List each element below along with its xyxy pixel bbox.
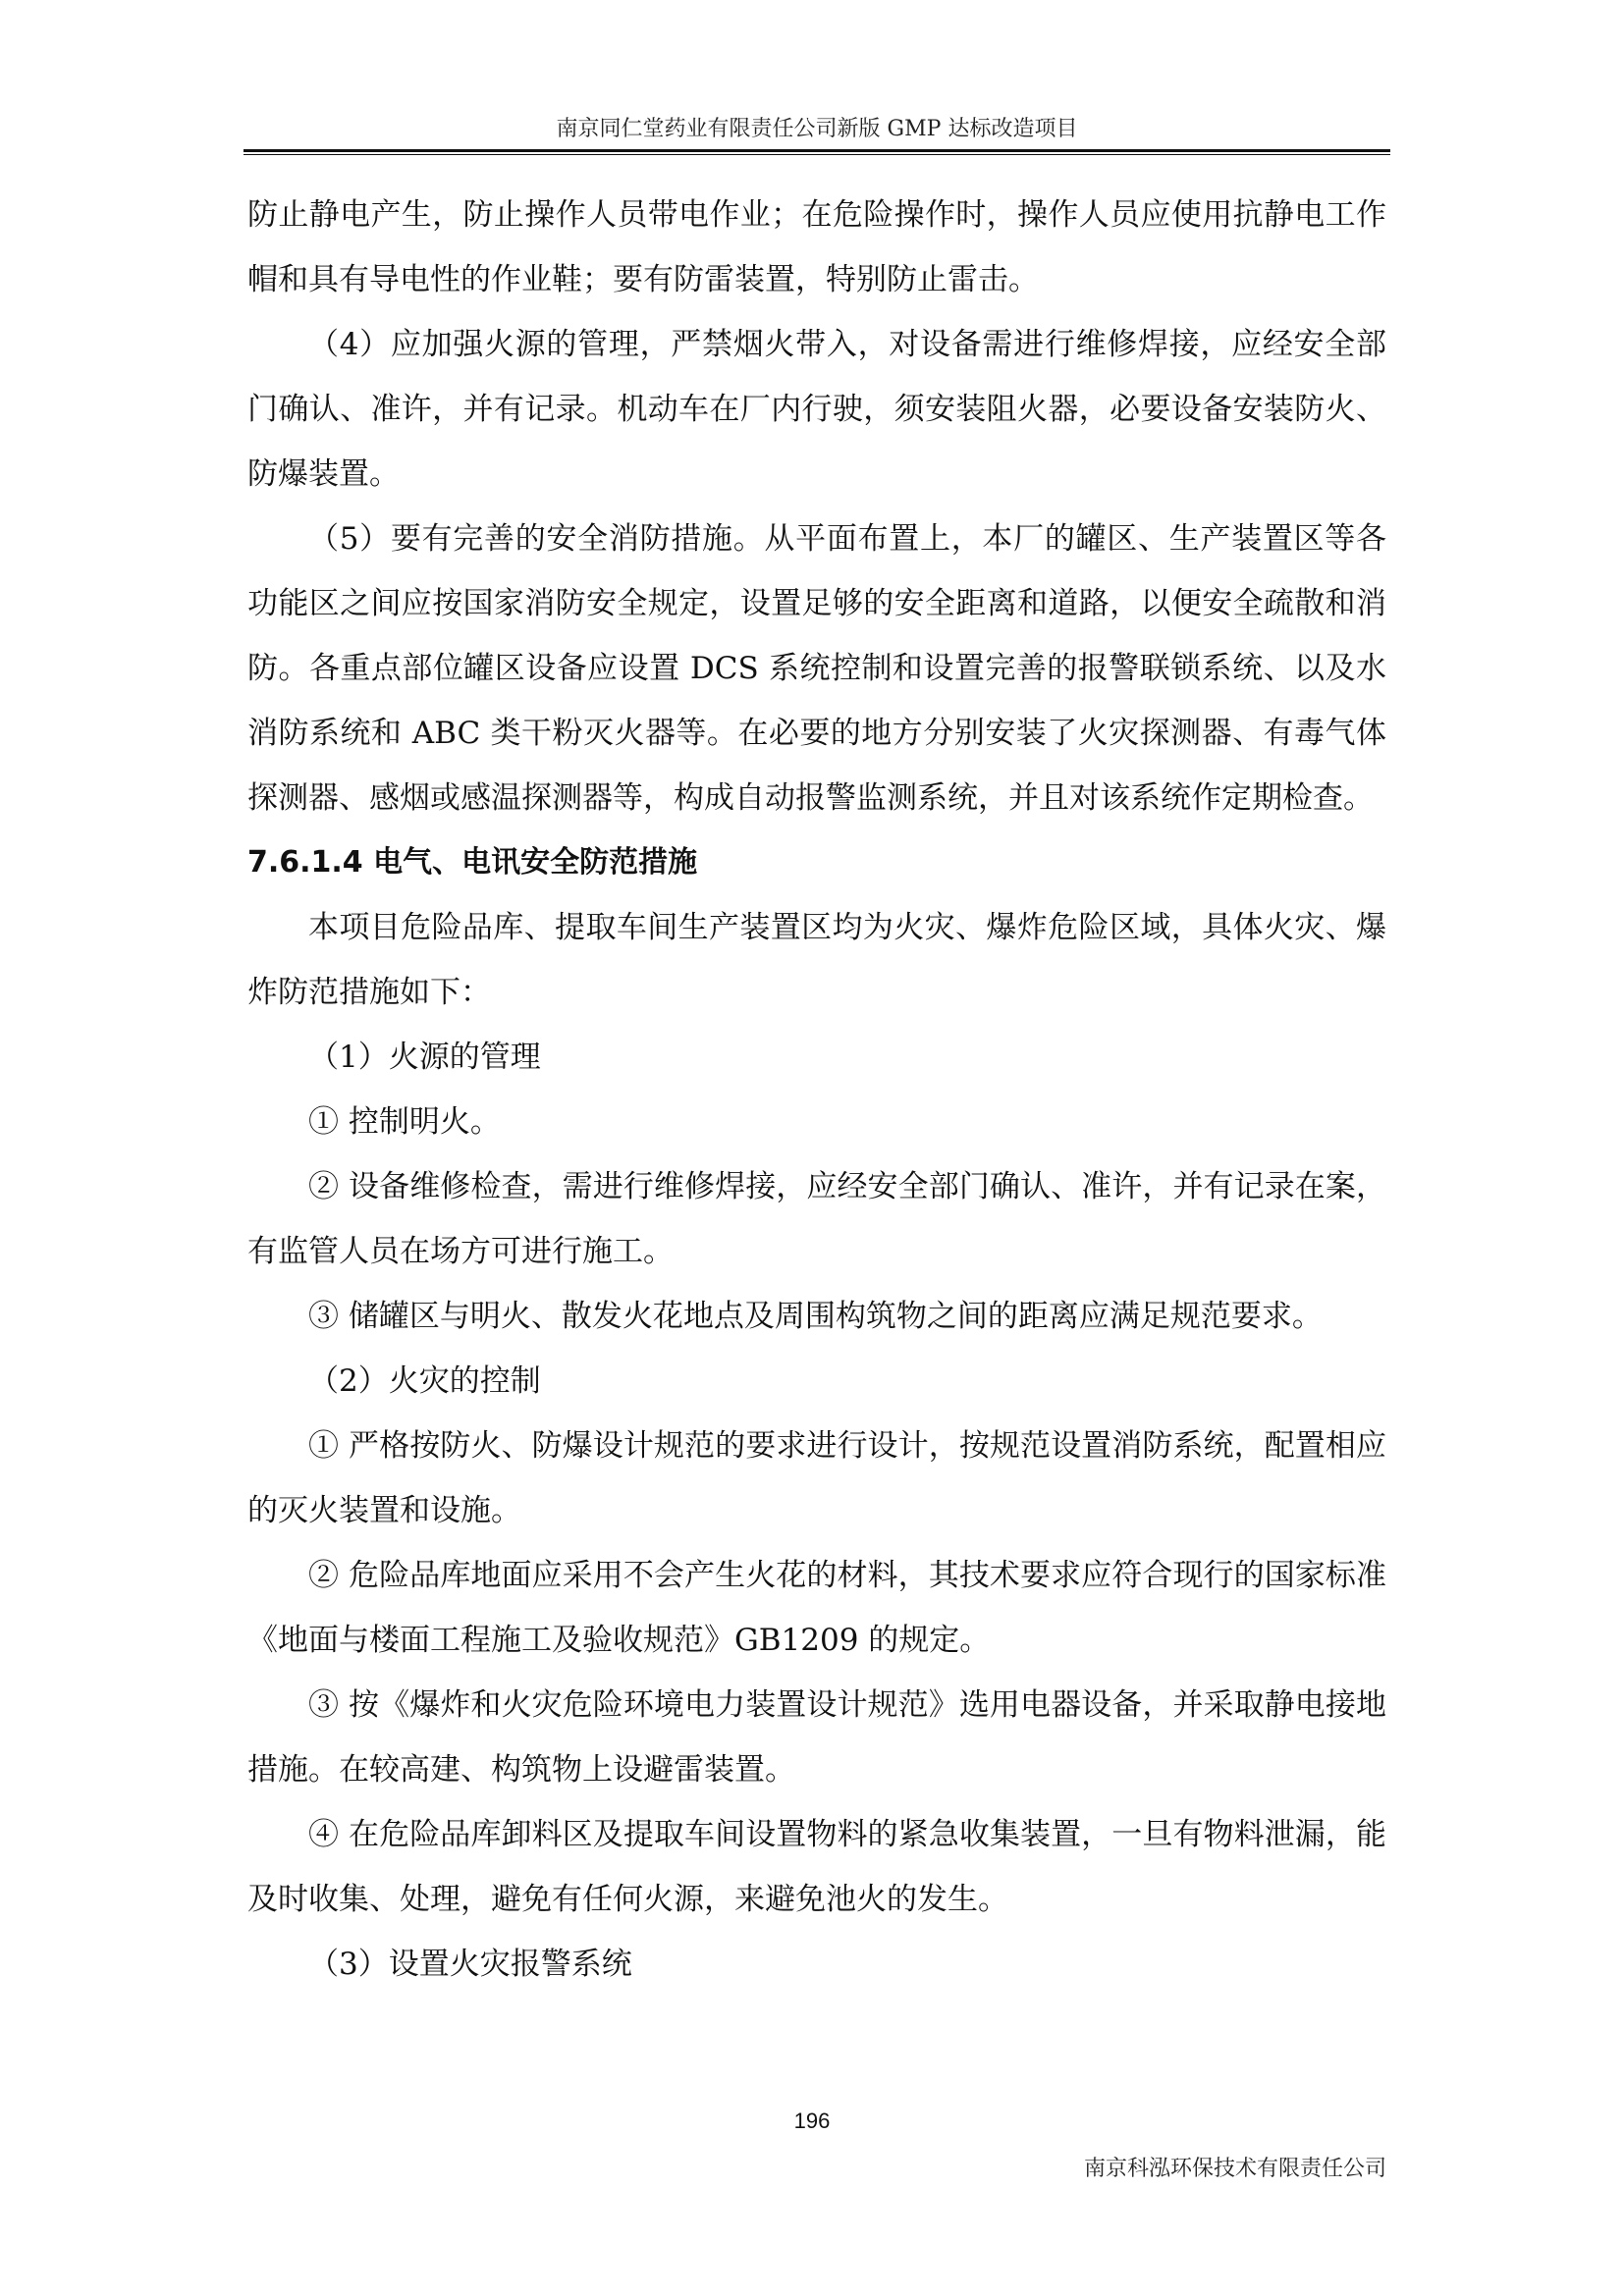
running-header: 南京同仁堂药业有限责任公司新版 GMP 达标改造项目 <box>556 117 1078 141</box>
page-number: 196 <box>793 2109 831 2133</box>
list-item: ② 设备维修检查，需进行维修焊接，应经安全部门确认、准许，并有记录在案，有监管人员在场方可进行施工。 <box>247 1169 1386 1269</box>
subheading-fire-control: （2）火灾的控制 <box>308 1363 541 1399</box>
subheading-fire-alarm: （3）设置火灾报警系统 <box>308 1947 632 1982</box>
header-rule-thick <box>244 149 1390 152</box>
list-item: ② 危险品库地面应采用不会产生火花的材料，其技术要求应符合现行的国家标准《地面与楼面工程施工及验收规范》GB1209 的规定。 <box>247 1558 1386 1658</box>
paragraph-item-4: （4）应加强火源的管理，严禁烟火带入，对设备需进行维修焊接，应经安全部门确认、准许，并有记录。机动车在厂内行驶，须安装阻火器，必要设备安装防火、防爆装置。 <box>247 327 1386 492</box>
footer-company: 南京科泓环保技术有限责任公司 <box>1083 2157 1386 2181</box>
section-heading: 7.6.1.4 电气、电讯安全防范措施 <box>247 845 698 880</box>
paragraph-continuation: 防止静电产生，防止操作人员带电作业；在危险操作时，操作人员应使用抗静电工作帽和具有导电性的作业鞋；要有防雷装置，特别防止雷击。 <box>247 197 1386 297</box>
header-rule-thin <box>244 154 1390 155</box>
list-item: ① 控制明火。 <box>308 1104 501 1140</box>
paragraph-intro: 本项目危险品库、提取车间生产装置区均为火灾、爆炸危险区域，具体火灾、爆炸防范措施如下： <box>247 910 1386 1010</box>
list-item: ③ 储罐区与明火、散发火花地点及周围构筑物之间的距离应满足规范要求。 <box>308 1299 1323 1334</box>
list-item: ④ 在危险品库卸料区及提取车间设置物料的紧急收集装置，一旦有物料泄漏，能及时收集、处理，避免有任何火源，来避免池火的发生。 <box>247 1817 1386 1917</box>
list-item: ③ 按《爆炸和火灾危险环境电力装置设计规范》选用电器设备，并采取静电接地措施。在较高建、构筑物上设避雷装置。 <box>247 1687 1386 1788</box>
list-item: ① 严格按防火、防爆设计规范的要求进行设计，按规范设置消防系统，配置相应的灭火装置和设施。 <box>247 1428 1386 1528</box>
paragraph-item-5: （5）要有完善的安全消防措施。从平面布置上，本厂的罐区、生产装置区等各功能区之间应按国家消防安全规定，设置足够的安全距离和道路，以便安全疏散和消防。各重点部位罐区设备应设置 DCS 系统控制和设置完善的报警联锁系统、以及水消防系统和 ABC 类干粉灭火器等。在必要的地方分别安装了火灾探测器、有毒气体探测器、感烟或感温探测器等，构成自动报警监测系统，并且对该系统作定期检查。 <box>247 521 1386 816</box>
body-text <box>247 183 1386 1997</box>
subheading-fire-source: （1）火源的管理 <box>308 1040 541 1075</box>
